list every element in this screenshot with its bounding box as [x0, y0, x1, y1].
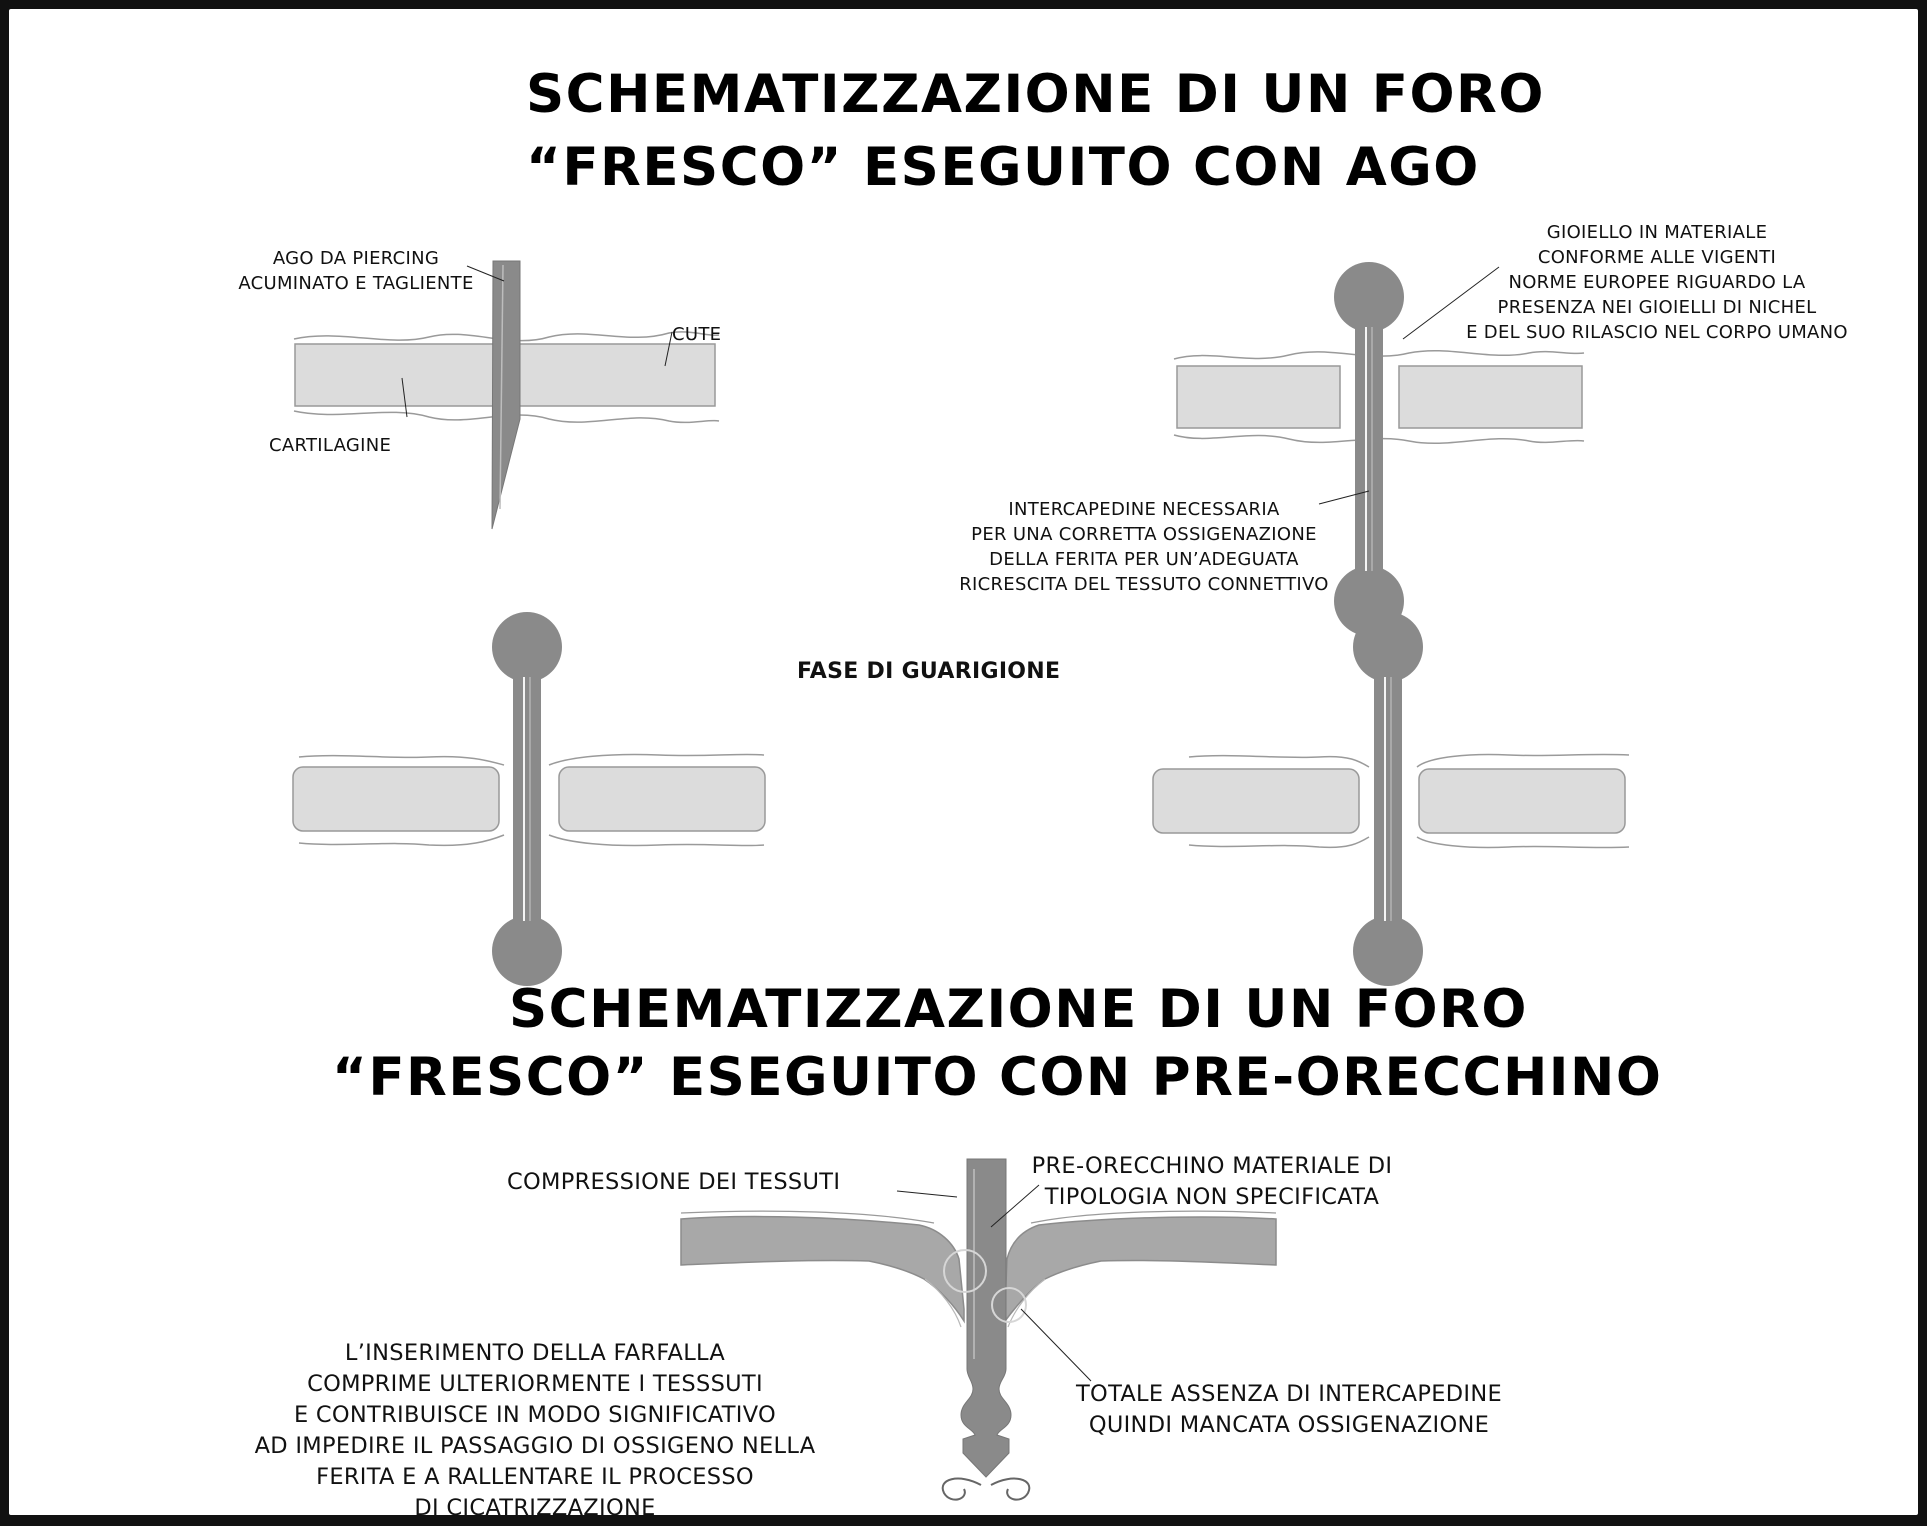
- cartilage-label: CARTILAGINE: [269, 435, 392, 456]
- no-gap-label: TOTALE ASSENZA DI INTERCAPEDINE QUINDI MANCATA OSSIGENAZIONE: [1076, 1381, 1502, 1438]
- skin-label: CUTE: [672, 324, 722, 345]
- diagram-sheet: [9, 9, 1918, 1521]
- compression-label: COMPRESSIONE DEI TESSUTI: [507, 1169, 841, 1195]
- compressed-tissue-left: [681, 1217, 964, 1321]
- compression-leader-line: [897, 1191, 957, 1197]
- healing-diagram-right: [1153, 612, 1629, 986]
- butterfly-label: L’INSERIMENTO DELLA FARFALLA COMPRIME ULTERIORMENTE I TESSSUTI E CONTRIBUISCE IN MODO SIGNIFICATIVO AD IMPEDIRE IL PASSAGGIO DI OSSIGENO NELLA FERITA E A RALLENTARE IL PROCESSO DI CICATRIZZAZIONE: [254, 1340, 816, 1521]
- healing-phase-label: FASE DI GUARIGIONE: [797, 659, 1061, 684]
- title-top-line1: SCHEMATIZZAZIONE DI UN FORO: [526, 64, 1545, 125]
- gap-label: INTERCAPEDINE NECESSARIA PER UNA CORRETTA OSSIGENAZIONE DELLA FERITA PER UN’ADEGUATA RICRESCITA DEL TESSUTO CONNETTIVO: [959, 499, 1329, 595]
- butterfly-clasp: [943, 1479, 1030, 1500]
- pre-earring-label: PRE-ORECCHINO MATERIALE DI TIPOLOGIA NON SPECIFICATA: [1031, 1153, 1393, 1210]
- title-bottom-line2: “FRESCO” ESEGUITO CON PRE-ORECCHINO: [332, 1047, 1663, 1108]
- pre-earring-stud: [961, 1159, 1011, 1477]
- compressed-tissue-right: [1005, 1217, 1276, 1321]
- cartilage-band-right: [1399, 366, 1582, 428]
- healing-jewel-left: [492, 612, 562, 986]
- cartilage-band-left: [1177, 366, 1340, 428]
- piercing-needle: [492, 261, 520, 529]
- needle-piercing-diagram: [294, 261, 722, 529]
- healing-diagram-left: [293, 612, 765, 986]
- title-bottom-line1: SCHEMATIZZAZIONE DI UN FORO: [509, 979, 1528, 1040]
- jewel-label: GIOIELLO IN MATERIALE CONFORME ALLE VIGENTI NORME EUROPEE RIGUARDO LA PRESENZA NEI GIOIELLI DI NICHEL E DEL SUO RILASCIO NEL CORPO UMANO: [1466, 222, 1848, 343]
- needle-label: AGO DA PIERCING ACUMINATO E TAGLIENTE: [238, 248, 474, 294]
- no-gap-leader-line: [1021, 1309, 1091, 1381]
- title-top-line2: “FRESCO” ESEGUITO CON AGO: [526, 137, 1480, 198]
- healing-jewel-right: [1353, 612, 1423, 986]
